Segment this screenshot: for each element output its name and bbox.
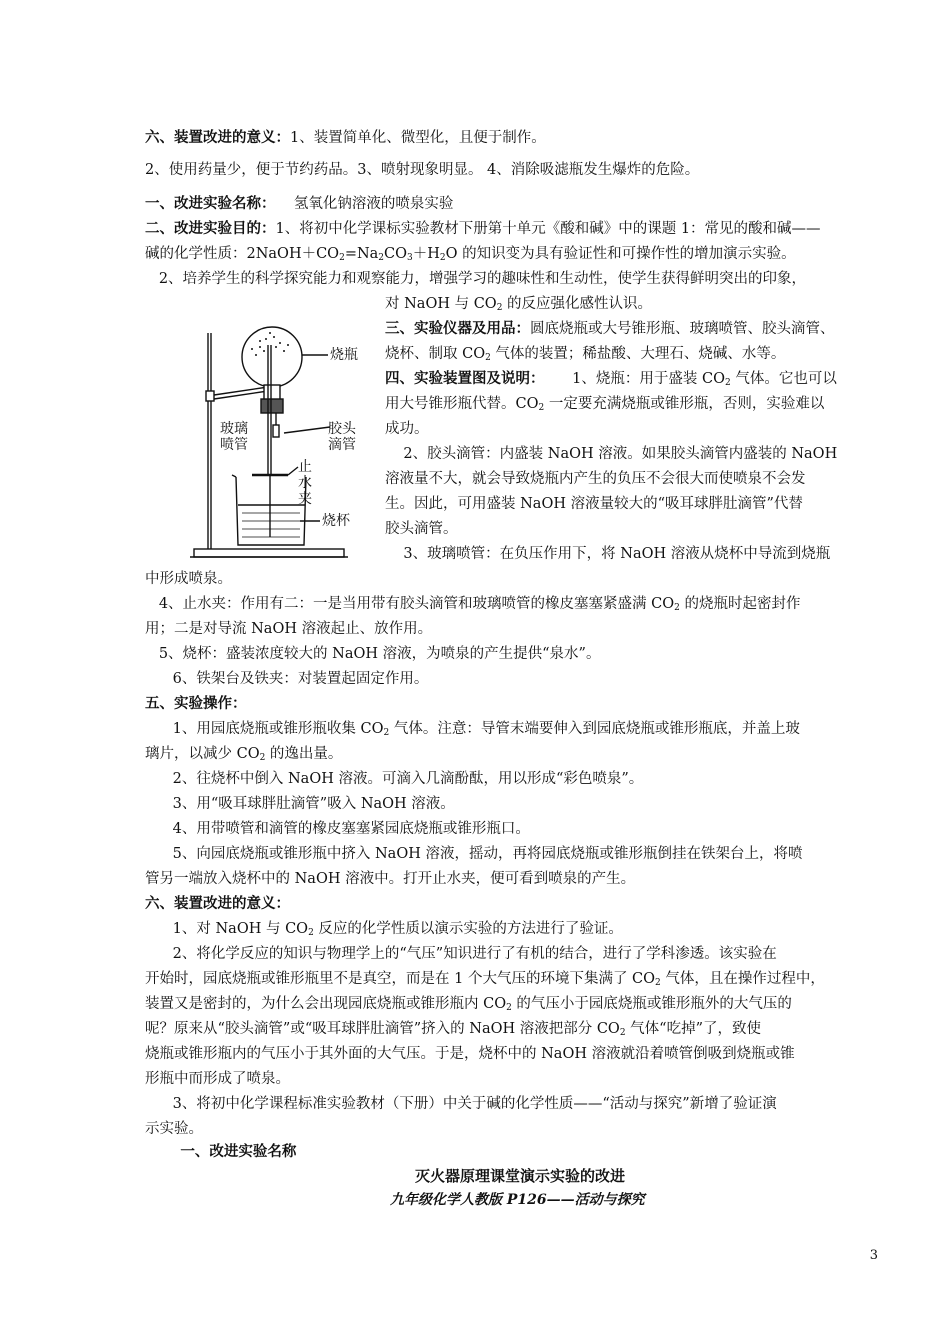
text-line [145, 919, 623, 939]
section-title: 灭火器原理课堂演示实验的改进 [415, 1167, 626, 1185]
line-text: 示实验。 [145, 1121, 203, 1137]
line-text: 2、培养学生的科学探究能力和观察能力，增强学习的趣味性和生动性，使学生获得鲜明突出的印象， [145, 271, 807, 287]
line-text: 2、将化学反应的知识与物理学上的“气压”知识进行了有机的结合，进行了学科渗透。该实验在 [145, 946, 777, 962]
line-text: 4、止水夹：作用有二：一是当用带有胶头滴管和玻璃喷管的橡皮塞塞紧盛满 $CO_2$ 的烧瓶时起密封作 [145, 596, 801, 613]
line-text: 圆底烧瓶或大号锥形瓶、玻璃喷管、胶头滴管、 [530, 321, 835, 337]
text-line [145, 1094, 777, 1114]
text-line [385, 394, 824, 414]
text-line [145, 669, 428, 689]
line-text: 烧杯、制取 $CO_2$ 气体的装置；稀盐酸、大理石、烧碱、水等。 [385, 346, 786, 363]
line-heading: 五、实验操作： [145, 695, 247, 712]
line-text: 1、烧瓶：用于盛装 $CO_2$ 气体。它也可以 [544, 371, 837, 388]
line-text: 烧瓶或锥形瓶内的气压小于其外面的大气压。于是，烧杯中的 NaOH 溶液就沿着喷管倒吸到烧瓶或锥 [145, 1046, 795, 1062]
line-text: 6、铁架台及铁夹：对装置起固定作用。 [145, 671, 429, 687]
line-text: 呢？原来从“胶头滴管”或“吸耳球胖肚滴管”挤入的 NaOH 溶液把部分 $CO_2$ 气体“吃掉”了，致使 [145, 1021, 761, 1038]
label-flask: 烧瓶 [330, 347, 358, 363]
line-heading: 一、改进实验名称 [145, 1143, 297, 1160]
text-line [145, 219, 821, 239]
line-text: 1、将初中化学课标实验教材下册第十单元《酸和碱》中的课题 1：常见的酸和碱—— [275, 221, 821, 237]
text-line [145, 819, 530, 839]
text-line [145, 1142, 296, 1162]
text-line [145, 719, 800, 739]
text-line [145, 569, 232, 589]
line-text: 胶头滴管。 [385, 521, 458, 537]
line-heading: 六、装置改进的意义： [145, 895, 290, 912]
line-text: 成功。 [385, 421, 429, 437]
page-number: 3 [869, 1248, 878, 1263]
line-text: 3、用“吸耳球胖肚滴管”吸入 NaOH 溶液。 [145, 796, 455, 812]
text-line [385, 344, 785, 364]
text-line [385, 494, 803, 514]
line-text: 用大号锥形瓶代替。$CO_2$ 一定要充满烧瓶或锥形瓶，否则，实验难以 [385, 396, 825, 413]
label-beaker: 烧杯 [322, 513, 350, 529]
line-text: 形瓶中而形成了喷泉。 [145, 1071, 290, 1087]
line-text: 氢氧化钠溶液的喷泉实验 [275, 196, 454, 212]
line-text: 中形成喷泉。 [145, 571, 232, 587]
text-line [145, 194, 453, 214]
text-line [145, 794, 455, 814]
line-text: 用；二是对导流 NaOH 溶液起止、放作用。 [145, 621, 433, 637]
text-line [145, 1069, 290, 1089]
text-line [145, 644, 600, 664]
label-glass-tube: 玻璃喷管 [220, 421, 248, 453]
text-line [145, 994, 792, 1014]
text-line [145, 619, 432, 639]
line-text: 溶液量不大，就会导致烧瓶内产生的负压不会很大而使喷泉不会发 [385, 471, 806, 487]
text-line [385, 469, 806, 489]
line-text: 5、烧杯：盛装浓度较大的 NaOH 溶液，为喷泉的产生提供“泉水”。 [145, 646, 601, 662]
text-line [145, 1019, 761, 1039]
line-text: 2、胶头滴管：内盛装 NaOH 溶液。如果胶头滴管内盛装的 NaOH [385, 446, 838, 462]
text-line [145, 1044, 795, 1064]
line-text: 3、将初中化学课程标准实验教材（下册）中关于碱的化学性质——“活动与探究”新增了验证演 [145, 1096, 777, 1112]
text-line [145, 694, 247, 714]
text-line [145, 744, 342, 764]
text-line [145, 769, 643, 789]
label-pinch-clamp: 止水夹 [298, 459, 312, 507]
line-text: 装置又是密封的，为什么会出现园底烧瓶或锥形瓶内 $CO_2$ 的气压小于园底烧瓶或锥形瓶外的大气压的 [145, 996, 792, 1013]
line-text: 2、往烧杯中倒入 NaOH 溶液。可滴入几滴酚酞，用以形成“彩色喷泉”。 [145, 771, 644, 787]
text-line [385, 519, 458, 539]
section-subtitle: 九年级化学人教版 P126——活动与探究 [390, 1192, 645, 1208]
line-text: 3、玻璃喷管：在负压作用下，将 NaOH 溶液从烧杯中导流到烧瓶 [385, 546, 831, 562]
line-text: 5、向园底烧瓶或锥形瓶中挤入 NaOH 溶液，摇动，再将园底烧瓶或锥形瓶倒挂在铁架台上，将喷 [145, 846, 803, 862]
text-line [385, 319, 835, 339]
text-line [385, 294, 652, 314]
text-line [385, 369, 837, 389]
text-line [385, 544, 830, 564]
line-text: 对 NaOH 与 $CO_2$ 的反应强化感性认识。 [385, 296, 653, 313]
line-heading: 二、改进实验目的： [145, 220, 276, 237]
line-text: 1、用园底烧瓶或锥形瓶收集 $CO_2$ 气体。注意：导管末端要伸入到园底烧瓶或锥形瓶底，并盖上玻 [145, 721, 800, 738]
text-line [145, 269, 806, 289]
line-heading: 四、实验装置图及说明： [385, 370, 545, 387]
text-line [145, 894, 290, 914]
line-text: 生。因此，可用盛装 NaOH 溶液量较大的“吸耳球胖肚滴管”代替 [385, 496, 803, 512]
line-text: 1、对 NaOH 与 $CO_2$ 反应的化学性质以演示实验的方法进行了验证。 [145, 921, 623, 938]
line-heading: 三、实验仪器及用品： [385, 320, 530, 337]
fountain-apparatus-figure [180, 325, 385, 565]
text-line [385, 444, 837, 464]
text-line [145, 944, 777, 964]
line-text: 2、使用药量少，便于节约药品。3、喷射现象明显。 4、消除吸滤瓶发生爆炸的危险。 [145, 162, 700, 178]
line-text: 1、装置简单化、微型化，且便于制作。 [290, 130, 546, 146]
line-text: 碱的化学性质：$2NaOH+CO_2=Na_2CO_3+H_2O$ 的知识变为具有验证性和可操作性的增加演示实验。 [145, 246, 796, 263]
text-line [145, 128, 546, 148]
line-text: 管另一端放入烧杯中的 NaOH 溶液中。打开止水夹，便可看到喷泉的产生。 [145, 871, 636, 887]
text-line [385, 419, 429, 439]
text-line [145, 1119, 203, 1139]
line-text: 4、用带喷管和滴管的橡皮塞塞紧园底烧瓶或锥形瓶口。 [145, 821, 530, 837]
label-dropper: 胶头滴管 [328, 421, 356, 453]
line-text: 开始时，园底烧瓶或锥形瓶里不是真空，而是在 1 个大气压的环境下集满了 $CO_2$ 气体，且在操作过程中， [145, 971, 825, 988]
text-line [145, 869, 635, 889]
text-line [145, 594, 801, 614]
text-line [145, 969, 825, 989]
line-text: 璃片，以减少 $CO_2$ 的逸出量。 [145, 746, 343, 763]
text-line [145, 244, 796, 264]
line-heading: 一、改进实验名称： [145, 195, 276, 212]
line-heading: 六、装置改进的意义： [145, 129, 290, 146]
text-line [145, 844, 802, 864]
text-line [145, 160, 699, 180]
